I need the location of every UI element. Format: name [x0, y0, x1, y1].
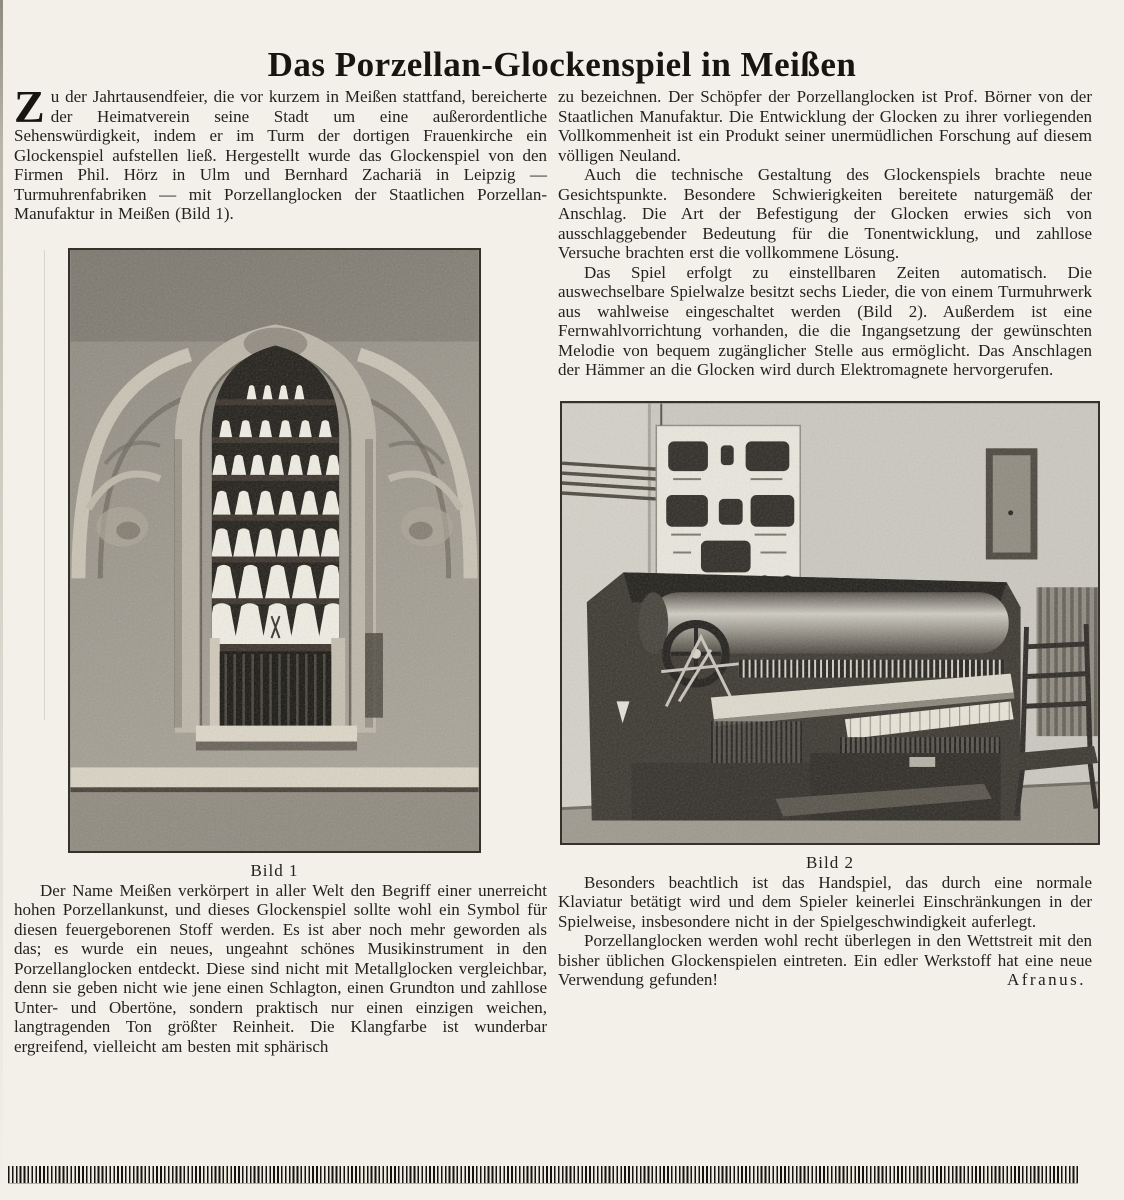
scan-edge-artifact: [0, 0, 3, 1200]
paragraph-boerner: zu bezeichnen. Der Schöpfer der Porzellanglocken ist Prof. Börner von der Staatlichen Manufaktur. Die Entwicklung der Glocken zu ihrer vorliegenden Vollkommenheit ist ein Produkt seiner unermüdlichen Forschung auf diesem völligen Neuland.: [558, 87, 1092, 165]
paragraph-lead: [14, 81, 547, 224]
paragraph-spielwalze: Das Spiel erfolgt zu einstellbaren Zeiten automatisch. Die auswechselbare Spielwalze besitzt sechs Lieder, die von einem Turmuhrwerk aus wahlweise eingeschaltet werden (Bild 2). Außerdem ist eine Fernwahlvorrichtung vorhanden, die die Ingangsetzung der gewünschten Melodie von bequem zugänglicher Stelle aus ermöglicht. Das Anschlagen der Hämmer an die Glocken wird durch Elektromagnete hervorgerufen.: [558, 262, 1092, 379]
decorative-film-strip: [8, 1166, 1078, 1183]
paragraph-technik: Auch die technische Gestaltung des Glockenspiels brachte neue Gesichtspunkte. Besondere Schwierigkeiten bereitete naturgemäß der Anschlag. Die Art der Befestigung der Glocken erwies sich von ausschlaggebender Bedeutung für die Tonentwicklung, und zahllose Versuche brachten erst die vollkommene Lösung.: [558, 165, 1092, 262]
bild-2-photo: [560, 401, 1100, 845]
author-signature: Afranus.: [1006, 970, 1086, 989]
paragraph-schluss: [558, 931, 1092, 990]
figure-bild-1: [68, 248, 481, 881]
paragraph-handspiel: Besonders beachtlich ist das Handspiel, das durch eine normale Klaviatur betätigt wird und dem Spieler keinerlei Einschränkungen in der Spielweise, insbesondere nicht in der Spielgeschwindigkeit auferlegt.: [558, 872, 1092, 931]
article-column-left: [14, 81, 547, 1056]
paragraph-meissen: Der Name Meißen verkörpert in aller Welt den Begriff einer unerreicht hohen Porzellankunst, und dieses Glockenspiel sollte wohl ein Symbol für diesen feuergeborenen Stoff werden. Es ist aber noch mehr geworden als das; es wurde ein neues, ungeahnt schönes Musikinstrument in den Porzellanglocken entdeckt. Diese sind nicht mit Metallglocken vergleichbar, denn sie geben nicht wie jene einen Schlagton, einen Grundton und zahllose Unter- und Obertöne, sondern praktisch nur einen einzigen weichen, langtragenden Ton größter Reinheit. Die Klangfarbe ist wunderbar ergreifend, vielleicht am besten mit sphärisch: [14, 880, 547, 1056]
figure-bild-2: [560, 401, 1100, 873]
bild-2-caption: Bild 2: [805, 852, 855, 872]
drop-cap: Z: [14, 81, 45, 132]
bild-1-photo: [68, 248, 481, 853]
page-title: Das Porzellan-Glockenspiel in Meißen: [267, 45, 857, 85]
paragraph-lead-text: u der Jahrtausendfeier, die vor kurzem in Meißen stattfand, bereicherte der Heimatverein seine Stadt um eine außerordentliche Sehenswürdigkeit, indem er im Turm der dortigen Frauenkirche ein Glockenspiel aufstellen ließ. Hergestellt wurde das Glockenspiel von den Firmen Phil. Hörz in Ulm und Bernhard Zachariä in Leipzig — Turmuhrenfabriken — mit Porzellanglocken der Staatlichen Porzellan-Manufaktur in Meißen (Bild 1).: [14, 87, 547, 223]
paragraph-schluss-text: Porzellanglocken werden wohl recht überlegen in den Wettstreit mit den bisher üblichen Glockenspielen eintreten. Ein edler Werkstoff hat eine neue Verwendung gefunden!: [558, 931, 1092, 989]
bild-1-caption: Bild 1: [250, 860, 299, 880]
article-column-right: [558, 87, 1092, 990]
